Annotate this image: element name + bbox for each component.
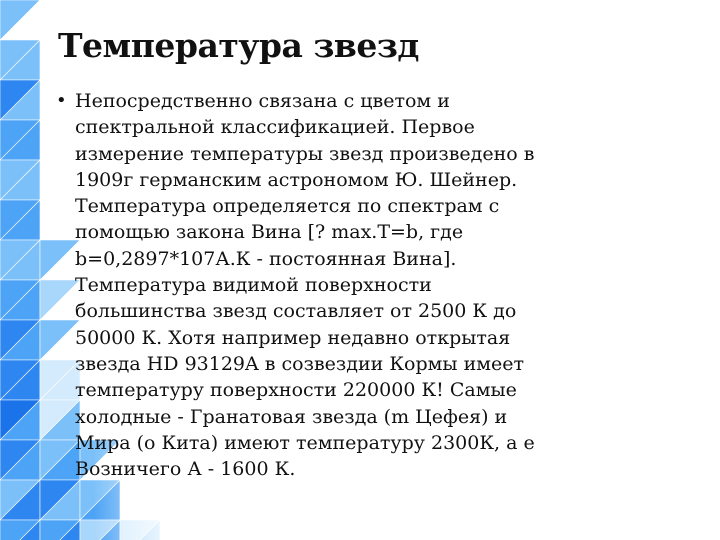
bullet-icon: • xyxy=(56,90,67,111)
body-line: 1909г германским астрономом Ю. Шейнер. xyxy=(75,168,518,191)
body-line: помощью закона Вина [? max.T=b, где xyxy=(75,221,464,244)
body-line: Возничего А - 1600 К. xyxy=(75,458,296,481)
body-line: Температура определяется по спектрам с xyxy=(75,195,500,218)
body-line: холодные - Гранатовая звезда (m Цефея) и xyxy=(75,405,508,428)
body-line: 50000 К. Хотя например недавно открытая xyxy=(75,326,511,349)
body-line: звезда HD 93129A в созвездии Кормы имеет xyxy=(75,352,525,375)
body-line: температуру поверхности 220000 К! Самые xyxy=(75,379,517,402)
body-line: Непосредственно связана с цветом и xyxy=(75,90,450,112)
body-line: измерение температуры звезд произведено в xyxy=(75,142,535,165)
body-line: b=0,2897*107А.К - постоянная Вина]. xyxy=(75,247,457,270)
body-line: Температура видимой поверхности xyxy=(75,274,432,297)
body-line: спектральной классификацией. Первое xyxy=(75,116,475,139)
body-line: Мира (o Кита) имеют температуру 2300К, а е xyxy=(75,431,535,454)
slide-title: Температура звезд xyxy=(58,26,419,65)
bullet-text xyxy=(75,88,665,482)
body-line: большинства звезд составляет от 2500 К до xyxy=(75,300,517,323)
